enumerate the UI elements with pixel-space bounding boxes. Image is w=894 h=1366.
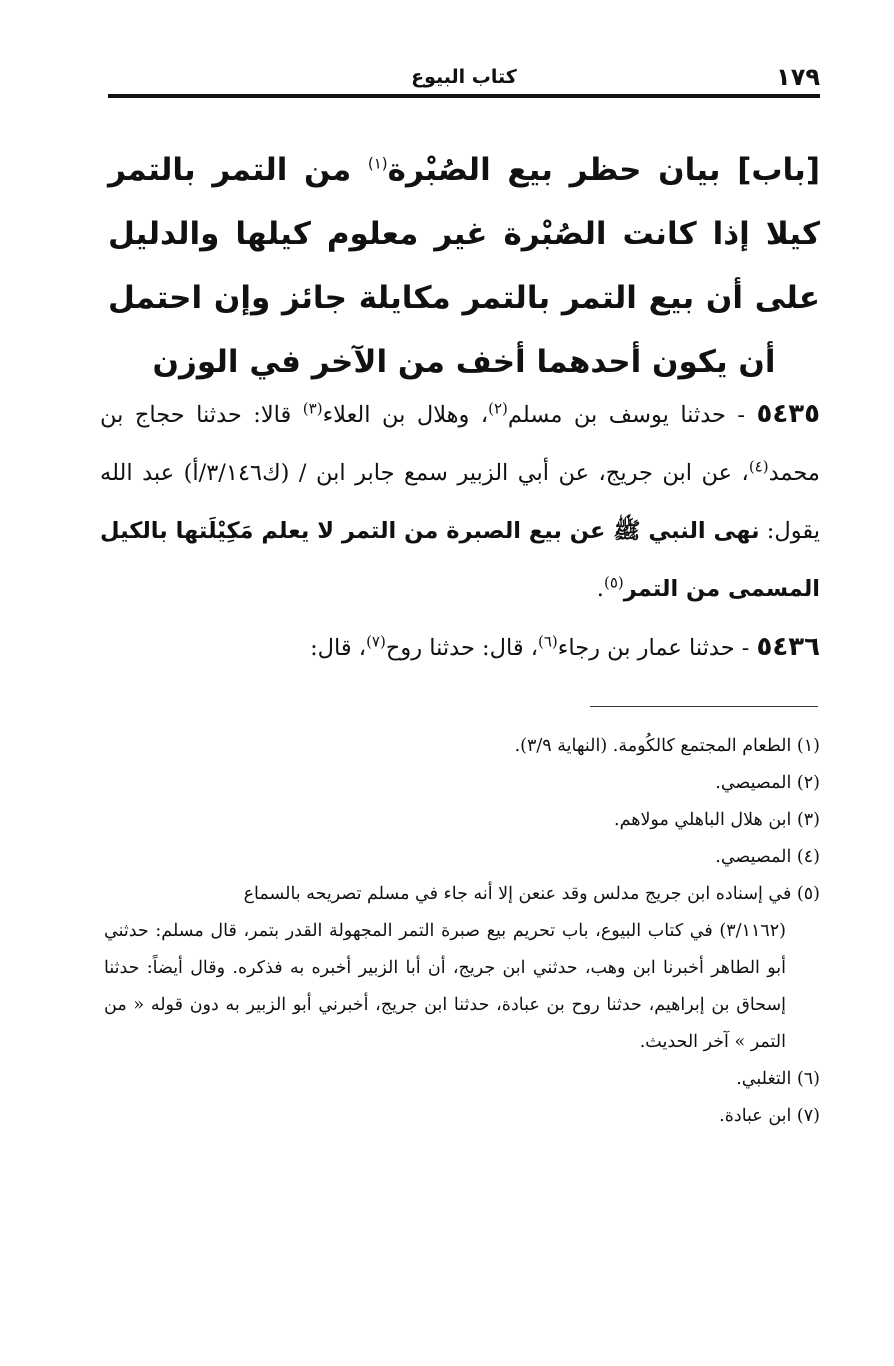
page-number: ١٧٩	[776, 63, 820, 91]
hadith-text: قالا: حدثنا حجاج بن محمد	[100, 402, 820, 486]
footnote-ref: (٢)	[488, 399, 508, 418]
footnote-ref: (١)	[367, 154, 388, 173]
hadith-matn: نهى النبي ﷺ عن بيع الصبرة من التمر لا يعلم مَكِيْلَتها بالكيل المسمى من التمر	[100, 518, 820, 602]
footnote-ref: (٧)	[366, 632, 386, 651]
hadith-text: ، وهلال بن العلاء	[322, 402, 489, 428]
hadith-number: ٥٤٣٥	[756, 399, 820, 429]
footnote-ref: (٣)	[302, 399, 323, 418]
header-rule	[108, 94, 820, 98]
footnote-ref: (٥)	[603, 573, 624, 592]
hadith-text: - حدثنا عمار بن رجاء	[557, 635, 757, 661]
footnote-1: (١) الطعام المجتمع كالكُومة. (النهاية ٣/٩).	[514, 736, 820, 756]
chapter-heading-text-1: [باب] بيان حظر بيع الصُبْرة	[387, 152, 820, 188]
hadith-text: ، عن ابن جريج، عن أبي الزبير سمع جابر ابن / (ك٣/١٤٦/أ) عبد الله يقول:	[100, 460, 820, 544]
hadith-5436	[100, 618, 820, 677]
running-title: كتاب البيوع	[411, 66, 517, 88]
chapter-heading	[108, 138, 820, 394]
chapter-heading-text-2: من التمر بالتمر كيلا إذا كانت الصُبْرة غير معلوم كيلها والدليل على أن بيع التمر بالتمر مكايلة جائز وإن احتمل أن يكون أحدهما أخف من الآخر في الوزن	[108, 152, 820, 380]
hadith-text: ، قال:	[310, 635, 367, 661]
footnote-ref: (٦)	[537, 632, 558, 651]
hadith-text: - حدثنا يوسف بن مسلم	[507, 402, 757, 428]
hadith-number: ٥٤٣٦	[756, 632, 820, 662]
hadith-end: .	[596, 576, 604, 602]
footnote-2: (٢) المصيصي.	[715, 773, 820, 793]
footnote-5: (٥) في إسناده ابن جريج مدلس وقد عنعن إلا أنه جاء في مسلم تصريحه بالسماع	[243, 884, 820, 904]
hadith-5435	[100, 385, 820, 618]
footnote-4: (٤) المصيصي.	[715, 847, 820, 867]
footnote-7: (٧) ابن عبادة.	[719, 1106, 820, 1126]
main-text	[100, 385, 820, 677]
page-header	[108, 62, 820, 98]
footnote-separator	[590, 706, 818, 707]
footnote-3: (٣) ابن هلال الباهلي مولاهم.	[614, 810, 820, 830]
footnote-5-continuation: (٣/١١٦٢) في كتاب البيوع، باب تحريم بيع صبرة التمر المجهولة القدر بتمر، قال مسلم: حدثني أبو الطاهر أخبرنا ابن وهب، حدثني ابن جريج، أن أبا الزبير أخبره به فذكره. وقال أيضاً: حدثنا إسحاق بن إبراهيم، حدثنا روح بن عبادة، حدثنا ابن جريج، أخبرني أبو الزبير به دون قوله « من التمر » آخر الحديث.	[104, 921, 786, 1052]
footnotes	[104, 728, 820, 1135]
hadith-text: ، قال: حدثنا روح	[385, 635, 538, 661]
footnote-ref: (٤)	[748, 457, 769, 476]
footnote-6: (٦) التغلبي.	[736, 1069, 820, 1089]
